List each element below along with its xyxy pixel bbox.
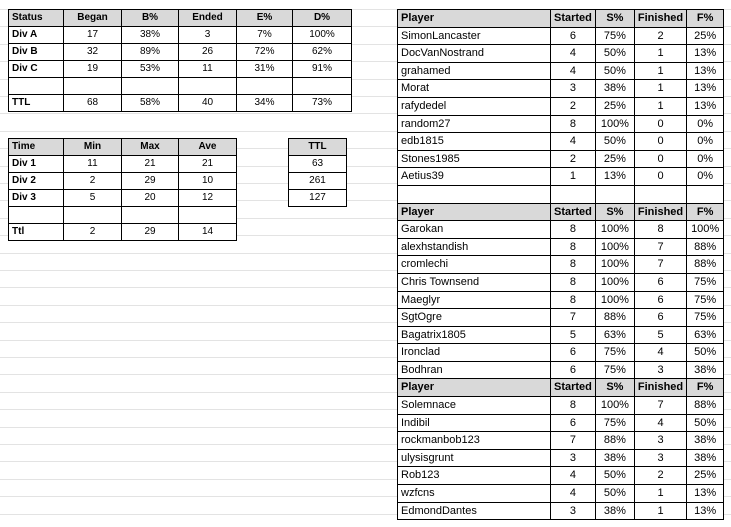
table-cell[interactable]: 5 (64, 190, 122, 207)
table-cell[interactable]: 31% (237, 61, 293, 78)
table-cell[interactable] (237, 78, 293, 95)
table-cell[interactable]: 13% (687, 62, 724, 80)
table-cell[interactable]: 6 (551, 27, 596, 45)
ttl-summary-table (288, 138, 347, 207)
table-cell[interactable]: 63 (289, 156, 347, 173)
table-cell[interactable]: 19 (64, 61, 122, 78)
table-cell[interactable]: 13% (687, 80, 724, 98)
table-cell[interactable]: 0 (634, 150, 686, 168)
player-name-cell[interactable]: Maeglyr (398, 291, 551, 309)
player-row (398, 115, 724, 133)
table-cell[interactable]: 1 (551, 168, 596, 186)
table-cell[interactable] (595, 185, 634, 203)
column-header: Started (551, 379, 596, 397)
table-cell[interactable]: 62% (293, 44, 352, 61)
table-cell[interactable] (9, 207, 64, 224)
table-cell[interactable]: 4 (551, 485, 596, 503)
table-cell[interactable]: 4 (551, 62, 596, 80)
player-header-row (398, 203, 724, 221)
table-cell[interactable]: 13% (687, 97, 724, 115)
player-name-cell[interactable]: Aetius39 (398, 168, 551, 186)
table-cell[interactable]: 75% (595, 27, 634, 45)
table-cell[interactable] (687, 185, 724, 203)
table-row (9, 95, 352, 112)
table-cell[interactable]: 7 (551, 309, 596, 327)
table-row (9, 173, 237, 190)
table-cell[interactable]: 10 (179, 173, 237, 190)
column-header: F% (687, 379, 724, 397)
table-row (9, 156, 237, 173)
player-name-cell[interactable]: SimonLancaster (398, 27, 551, 45)
table-cell[interactable]: 68 (64, 95, 122, 112)
player-name-cell[interactable]: Ironclad (398, 344, 551, 362)
table-cell[interactable]: 38% (687, 449, 724, 467)
column-header: Status (9, 10, 64, 27)
table-row (9, 78, 352, 95)
table-cell[interactable]: 2 (634, 27, 686, 45)
table-cell[interactable]: 11 (64, 156, 122, 173)
table-cell[interactable]: 50% (687, 414, 724, 432)
table-cell[interactable]: 6 (551, 414, 596, 432)
status-header-row (9, 10, 352, 27)
table-cell[interactable]: 38% (595, 502, 634, 520)
table-cell[interactable]: 53% (122, 61, 179, 78)
player-name-cell[interactable]: cromlechi (398, 256, 551, 274)
time-header-row (9, 139, 237, 156)
table-cell[interactable]: 8 (551, 115, 596, 133)
table-cell[interactable]: 1 (634, 62, 686, 80)
player-row (398, 309, 724, 327)
table-cell[interactable]: Div 3 (9, 190, 64, 207)
player-name-cell[interactable]: Solemnace (398, 397, 551, 415)
player-name-cell[interactable]: alexhstandish (398, 238, 551, 256)
table-cell[interactable] (634, 185, 686, 203)
table-cell[interactable]: 38% (687, 361, 724, 379)
player-row (398, 414, 724, 432)
table-cell[interactable] (64, 78, 122, 95)
table-cell[interactable]: 88% (687, 238, 724, 256)
column-header: D% (293, 10, 352, 27)
column-header: Finished (634, 203, 686, 221)
table-cell[interactable]: 100% (595, 291, 634, 309)
column-header: Ave (179, 139, 237, 156)
table-row (9, 61, 352, 78)
column-header: TTL (289, 139, 347, 156)
table-cell[interactable]: Div B (9, 44, 64, 61)
table-cell[interactable]: 5 (551, 326, 596, 344)
table-cell[interactable]: 0% (687, 133, 724, 151)
player-row (398, 256, 724, 274)
table-cell[interactable] (122, 207, 179, 224)
table-cell[interactable]: 4 (551, 133, 596, 151)
column-header: Ended (179, 10, 237, 27)
table-cell[interactable]: 2 (64, 224, 122, 241)
table-cell[interactable]: 3 (551, 80, 596, 98)
column-header: Began (64, 10, 122, 27)
table-cell[interactable]: TTL (9, 95, 64, 112)
player-name-cell[interactable]: wzfcns (398, 485, 551, 503)
table-cell[interactable]: 6 (551, 344, 596, 362)
table-cell[interactable]: 89% (122, 44, 179, 61)
player-row (398, 133, 724, 151)
table-cell[interactable]: 4 (634, 414, 686, 432)
table-cell[interactable]: 100% (293, 27, 352, 44)
table-cell[interactable]: 7 (551, 432, 596, 450)
table-cell[interactable]: 13% (687, 502, 724, 520)
table-cell[interactable]: 1 (634, 502, 686, 520)
table-cell[interactable]: 13% (687, 45, 724, 63)
table-cell[interactable]: 6 (551, 361, 596, 379)
player-header-row (398, 379, 724, 397)
table-cell[interactable]: 3 (634, 449, 686, 467)
player-row (398, 485, 724, 503)
table-cell[interactable]: 1 (634, 80, 686, 98)
column-header: Started (551, 10, 596, 28)
player-row (398, 97, 724, 115)
table-cell[interactable]: 3 (634, 361, 686, 379)
table-row (289, 156, 347, 173)
table-cell[interactable]: 100% (595, 115, 634, 133)
player-row (398, 467, 724, 485)
column-header: Player (398, 203, 551, 221)
table-cell[interactable]: Div A (9, 27, 64, 44)
table-cell[interactable]: 20 (122, 190, 179, 207)
table-cell[interactable]: 8 (551, 238, 596, 256)
table-cell[interactable]: 8 (551, 397, 596, 415)
table-cell[interactable]: 8 (551, 221, 596, 239)
table-cell[interactable]: 75% (595, 361, 634, 379)
table-cell[interactable] (179, 207, 237, 224)
table-cell[interactable]: 25% (687, 467, 724, 485)
column-header: F% (687, 10, 724, 28)
column-header: Started (551, 203, 596, 221)
table-cell[interactable]: 88% (595, 309, 634, 327)
table-row (9, 27, 352, 44)
player-name-cell[interactable]: Garokan (398, 221, 551, 239)
player-name-cell[interactable]: SgtOgre (398, 309, 551, 327)
player-row (398, 273, 724, 291)
column-header: F% (687, 203, 724, 221)
table-cell[interactable]: 14 (179, 224, 237, 241)
table-cell[interactable]: 25% (595, 97, 634, 115)
table-cell[interactable]: 73% (293, 95, 352, 112)
ttl-header-row (289, 139, 347, 156)
table-cell[interactable]: 3 (179, 27, 237, 44)
table-cell[interactable]: 75% (687, 273, 724, 291)
table-cell[interactable]: 50% (595, 485, 634, 503)
table-cell[interactable]: 3 (551, 502, 596, 520)
column-header: Finished (634, 379, 686, 397)
player-name-cell[interactable]: grahamed (398, 62, 551, 80)
table-cell[interactable]: 100% (595, 397, 634, 415)
player-row (398, 221, 724, 239)
status-table (8, 9, 352, 112)
table-row (9, 190, 237, 207)
column-header: S% (595, 203, 634, 221)
player-row (398, 238, 724, 256)
player-row (398, 27, 724, 45)
table-cell[interactable]: 2 (634, 467, 686, 485)
player-row (398, 361, 724, 379)
table-cell[interactable]: 8 (551, 256, 596, 274)
table-cell[interactable]: 13% (687, 485, 724, 503)
table-row (9, 44, 352, 61)
table-cell[interactable]: 100% (687, 221, 724, 239)
table-cell[interactable]: 34% (237, 95, 293, 112)
column-header: Min (64, 139, 122, 156)
table-cell[interactable] (122, 78, 179, 95)
table-cell[interactable]: 7% (237, 27, 293, 44)
table-cell[interactable]: 0% (687, 150, 724, 168)
table-cell[interactable]: 25% (687, 27, 724, 45)
table-cell[interactable]: 32 (64, 44, 122, 61)
table-cell[interactable]: 2 (551, 97, 596, 115)
table-cell[interactable]: 2 (551, 150, 596, 168)
table-cell[interactable]: 75% (687, 291, 724, 309)
table-cell[interactable]: 8 (551, 291, 596, 309)
table-cell[interactable]: 13% (595, 168, 634, 186)
table-cell[interactable]: 12 (179, 190, 237, 207)
player-row (398, 62, 724, 80)
table-cell[interactable]: 1 (634, 485, 686, 503)
table-cell[interactable]: 88% (687, 397, 724, 415)
table-row (9, 224, 237, 241)
player-row (398, 150, 724, 168)
table-cell[interactable]: 25% (595, 150, 634, 168)
player-header-row (398, 10, 724, 28)
player-row (398, 449, 724, 467)
table-cell[interactable]: 0 (634, 133, 686, 151)
player-row (398, 432, 724, 450)
player-row (398, 168, 724, 186)
table-cell[interactable]: Div C (9, 61, 64, 78)
table-cell[interactable]: 261 (289, 173, 347, 190)
player-name-cell[interactable]: Stones1985 (398, 150, 551, 168)
column-header: Player (398, 10, 551, 28)
table-cell[interactable]: 100% (595, 238, 634, 256)
table-cell[interactable]: 38% (687, 432, 724, 450)
table-cell[interactable]: 2 (64, 173, 122, 190)
player-name-cell[interactable]: edb1815 (398, 133, 551, 151)
table-cell[interactable] (293, 78, 352, 95)
table-cell[interactable]: 3 (551, 449, 596, 467)
table-cell[interactable]: 1 (634, 45, 686, 63)
player-name-cell[interactable]: ulysisgrunt (398, 449, 551, 467)
player-row (398, 344, 724, 362)
table-cell[interactable]: 50% (595, 467, 634, 485)
table-cell[interactable]: 38% (595, 80, 634, 98)
table-cell[interactable]: 6 (634, 309, 686, 327)
player-name-cell[interactable]: Chris Townsend (398, 273, 551, 291)
table-cell[interactable]: 88% (687, 256, 724, 274)
column-header: Finished (634, 10, 686, 28)
table-cell[interactable]: 50% (595, 45, 634, 63)
time-table (8, 138, 237, 241)
table-cell[interactable]: 7 (634, 397, 686, 415)
table-cell[interactable]: 40 (179, 95, 237, 112)
table-cell[interactable]: 4 (551, 467, 596, 485)
player-name-cell[interactable]: Bagatrix1805 (398, 326, 551, 344)
table-cell[interactable]: 0 (634, 168, 686, 186)
table-cell[interactable]: 50% (687, 344, 724, 362)
player-row (398, 45, 724, 63)
player-name-cell[interactable]: Indibil (398, 414, 551, 432)
table-cell[interactable]: 50% (595, 62, 634, 80)
player-row (398, 397, 724, 415)
table-cell[interactable]: 6 (634, 273, 686, 291)
table-cell[interactable]: 7 (634, 238, 686, 256)
column-header: Player (398, 379, 551, 397)
player-name-cell[interactable]: Rob123 (398, 467, 551, 485)
table-cell[interactable]: 21 (122, 156, 179, 173)
table-cell[interactable]: Div 2 (9, 173, 64, 190)
player-name-cell[interactable]: Bodhran (398, 361, 551, 379)
table-cell[interactable]: 0 (634, 115, 686, 133)
table-cell[interactable]: 8 (551, 273, 596, 291)
player-row (398, 326, 724, 344)
column-header: Max (122, 139, 179, 156)
table-cell[interactable] (9, 78, 64, 95)
table-cell[interactable]: 5 (634, 326, 686, 344)
table-row (289, 173, 347, 190)
column-header: Time (9, 139, 64, 156)
player-name-cell[interactable]: DocVanNostrand (398, 45, 551, 63)
player-row (398, 502, 724, 520)
table-cell[interactable]: 127 (289, 190, 347, 207)
table-cell[interactable]: 58% (122, 95, 179, 112)
player-name-cell[interactable] (398, 185, 551, 203)
table-cell[interactable]: 11 (179, 61, 237, 78)
table-cell[interactable]: 72% (237, 44, 293, 61)
player-name-cell[interactable]: Morat (398, 80, 551, 98)
table-cell[interactable]: 17 (64, 27, 122, 44)
table-cell[interactable]: 88% (595, 432, 634, 450)
table-cell[interactable]: 63% (595, 326, 634, 344)
table-cell[interactable]: 4 (551, 45, 596, 63)
column-header: S% (595, 10, 634, 28)
table-cell[interactable]: 75% (595, 414, 634, 432)
column-header: S% (595, 379, 634, 397)
column-header: B% (122, 10, 179, 27)
player-row (398, 80, 724, 98)
player-name-cell[interactable]: EdmondDantes (398, 502, 551, 520)
table-cell[interactable]: 38% (122, 27, 179, 44)
table-cell[interactable]: 0% (687, 115, 724, 133)
table-cell[interactable]: 100% (595, 273, 634, 291)
table-cell[interactable]: 63% (687, 326, 724, 344)
table-cell[interactable]: 6 (634, 291, 686, 309)
table-row (289, 190, 347, 207)
table-cell[interactable]: 8 (634, 221, 686, 239)
table-cell[interactable]: 3 (634, 432, 686, 450)
table-cell[interactable] (179, 78, 237, 95)
table-cell[interactable]: 100% (595, 256, 634, 274)
table-cell[interactable]: Div 1 (9, 156, 64, 173)
table-cell[interactable]: 0% (687, 168, 724, 186)
table-cell[interactable] (551, 185, 596, 203)
table-cell[interactable]: 21 (179, 156, 237, 173)
player-table (397, 9, 724, 520)
player-row (398, 185, 724, 203)
table-cell[interactable]: 100% (595, 221, 634, 239)
column-header: E% (237, 10, 293, 27)
player-name-cell[interactable]: rafydedel (398, 97, 551, 115)
table-cell[interactable]: Ttl (9, 224, 64, 241)
table-cell[interactable]: 91% (293, 61, 352, 78)
player-name-cell[interactable]: rockmanbob123 (398, 432, 551, 450)
table-cell[interactable]: 7 (634, 256, 686, 274)
table-cell[interactable]: 4 (634, 344, 686, 362)
table-cell[interactable]: 26 (179, 44, 237, 61)
table-cell[interactable]: 50% (595, 133, 634, 151)
table-row (9, 207, 237, 224)
table-cell[interactable]: 38% (595, 449, 634, 467)
table-cell[interactable]: 75% (595, 344, 634, 362)
table-cell[interactable]: 1 (634, 97, 686, 115)
table-cell[interactable] (64, 207, 122, 224)
table-cell[interactable]: 29 (122, 173, 179, 190)
table-cell[interactable]: 29 (122, 224, 179, 241)
player-row (398, 291, 724, 309)
player-name-cell[interactable]: random27 (398, 115, 551, 133)
table-cell[interactable]: 75% (687, 309, 724, 327)
